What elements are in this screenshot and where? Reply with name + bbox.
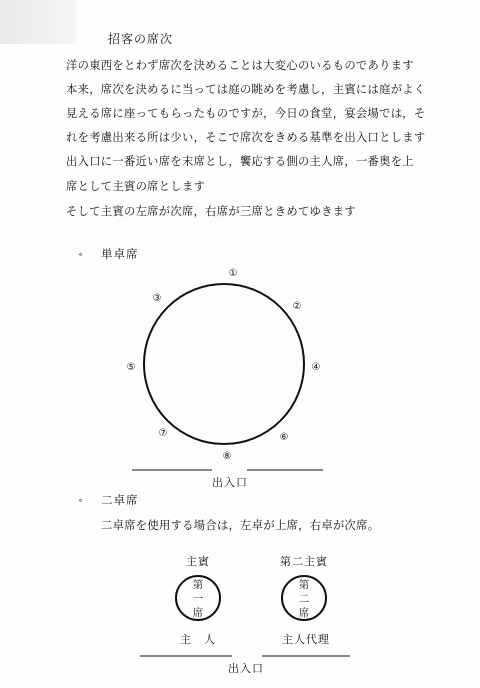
paragraph-line-3: 見える席に座ってもらったものですが，今日の食堂，宴会場では，そ (66, 107, 426, 120)
right-guest-label: 第二主賓 (280, 555, 328, 568)
left-host-label: 主 人 (180, 633, 216, 646)
double-table-description: 二卓席を使用する場合は，左卓が上席，右卓が次席。 (101, 519, 380, 532)
right-seat-char: 席 (298, 607, 310, 619)
seat-number-3: ③ (152, 293, 162, 304)
paragraph-line-7: そして主賓の左席が次席，右席が三席ときめてゆきます (66, 205, 356, 218)
left-seat-char: 第 (192, 579, 204, 591)
bullet-icon: ∘ (78, 250, 84, 259)
paragraph-line-1: 洋の東西をとわず席次を決めることは大変心のいるものであります (66, 59, 414, 72)
bullet-icon: ∘ (78, 496, 84, 505)
paragraph-line-2: 本来，席次を決めるに当っては庭の眺めを考慮し，主賓には庭がよく (66, 83, 426, 96)
single-table-circle (144, 284, 304, 444)
double-table-heading: 二卓席 (101, 493, 139, 507)
left-seat-char: 一 (192, 593, 204, 605)
right-host-label: 主人代理 (282, 633, 330, 646)
seat-number-1: ① (228, 268, 238, 279)
paragraph-line-4: れを考慮出来る所は少い，そこで席次をきめる基準を出入口とします (66, 131, 426, 144)
seat-number-6: ⑥ (279, 432, 289, 443)
seat-number-4: ④ (311, 362, 321, 373)
seat-number-2: ② (292, 301, 302, 312)
right-seat-char: 二 (298, 593, 310, 605)
left-guest-label: 主賓 (186, 555, 210, 568)
seat-number-7: ⑦ (158, 428, 168, 439)
seat-number-5: ⑤ (126, 362, 136, 373)
right-seat-char: 第 (298, 579, 310, 591)
paragraph-line-5: 出入口に一番近い席を末席とし，饗応する側の主人席，一番奥を上 (66, 155, 414, 168)
single-table-heading: 単卓席 (101, 247, 139, 261)
entrance-label: 出入口 (228, 662, 264, 675)
left-seat-char: 席 (192, 607, 204, 619)
page-title: 招客の席次 (108, 32, 174, 46)
entrance-label: 出入口 (212, 476, 248, 489)
seat-number-8: ⑧ (222, 451, 232, 462)
paragraph-line-6: 席として主賓の席とします (66, 180, 206, 193)
